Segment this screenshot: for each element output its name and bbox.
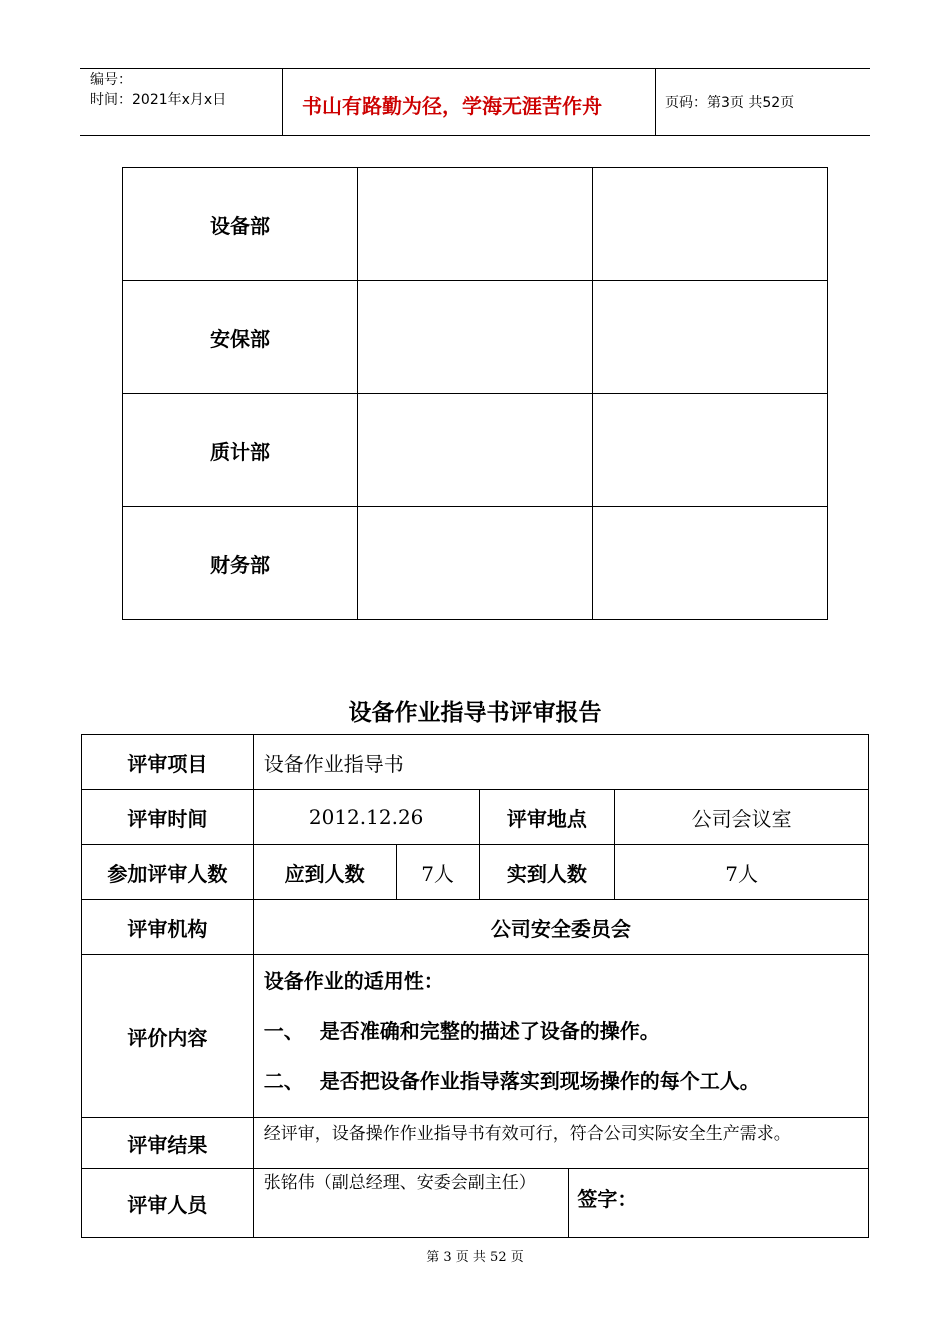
department-table [122, 167, 828, 620]
time-value: 2012.12.26 [253, 790, 479, 845]
table-row [123, 507, 828, 620]
table-row [82, 790, 869, 845]
empty-cell [593, 281, 828, 394]
signature-label: 签字： [569, 1169, 869, 1238]
department-label: 财务部 [123, 507, 358, 620]
empty-cell [593, 168, 828, 281]
location-value: 公司会议室 [615, 790, 869, 845]
time-label: 时间：2021年x月x日 [90, 92, 227, 108]
header-bottom-rule [80, 135, 870, 136]
table-row [123, 394, 828, 507]
actual-value: 7人 [615, 845, 869, 900]
empty-cell [593, 507, 828, 620]
expected-value: 7人 [396, 845, 479, 900]
table-row [82, 1118, 869, 1169]
time-label: 评审时间 [82, 790, 254, 845]
expected-label: 应到人数 [253, 845, 396, 900]
report-title: 设备作业指导书评审报告 [348, 700, 602, 726]
page-info: 页码：第3页 共52页 [665, 95, 795, 111]
content-item: 二、 是否把设备作业指导落实到现场操作的每个工人。 [263, 1069, 760, 1093]
serial-label: 编号： [90, 72, 132, 88]
table-row [123, 168, 828, 281]
header-divider [655, 68, 656, 135]
item-value: 设备作业指导书 [253, 735, 868, 790]
department-label: 安保部 [123, 281, 358, 394]
table-row [82, 900, 869, 955]
empty-cell [358, 507, 593, 620]
org-label: 评审机构 [82, 900, 254, 955]
page-footer: 第 3 页 共 52 页 [426, 1250, 524, 1265]
table-row [82, 955, 869, 1118]
org-value: 公司安全委员会 [253, 900, 868, 955]
table-row [82, 735, 869, 790]
content-body [253, 955, 868, 1118]
department-label: 质计部 [123, 394, 358, 507]
header-motto: 书山有路勤为径，学海无涯苦作舟 [302, 94, 602, 118]
item-label: 评审项目 [82, 735, 254, 790]
report-table [81, 734, 869, 1238]
empty-cell [358, 394, 593, 507]
reviewer-label: 评审人员 [82, 1169, 254, 1238]
table-row [82, 1169, 869, 1238]
reviewer-value: 张铭伟（副总经理、安委会副主任） [253, 1169, 569, 1238]
header-top-rule [80, 68, 870, 69]
content-item: 一、 是否准确和完整的描述了设备的操作。 [263, 1019, 660, 1043]
empty-cell [358, 281, 593, 394]
result-label: 评审结果 [82, 1118, 254, 1169]
header-divider [282, 68, 283, 135]
table-row [82, 845, 869, 900]
department-label: 设备部 [123, 168, 358, 281]
actual-label: 实到人数 [479, 845, 615, 900]
location-label: 评审地点 [479, 790, 615, 845]
empty-cell [593, 394, 828, 507]
empty-cell [358, 168, 593, 281]
content-label: 评价内容 [82, 955, 254, 1118]
table-row [123, 281, 828, 394]
content-heading: 设备作业的适用性： [263, 969, 444, 993]
result-value: 经评审，设备操作作业指导书有效可行，符合公司实际安全生产需求。 [253, 1118, 868, 1169]
participants-label: 参加评审人数 [82, 845, 254, 900]
